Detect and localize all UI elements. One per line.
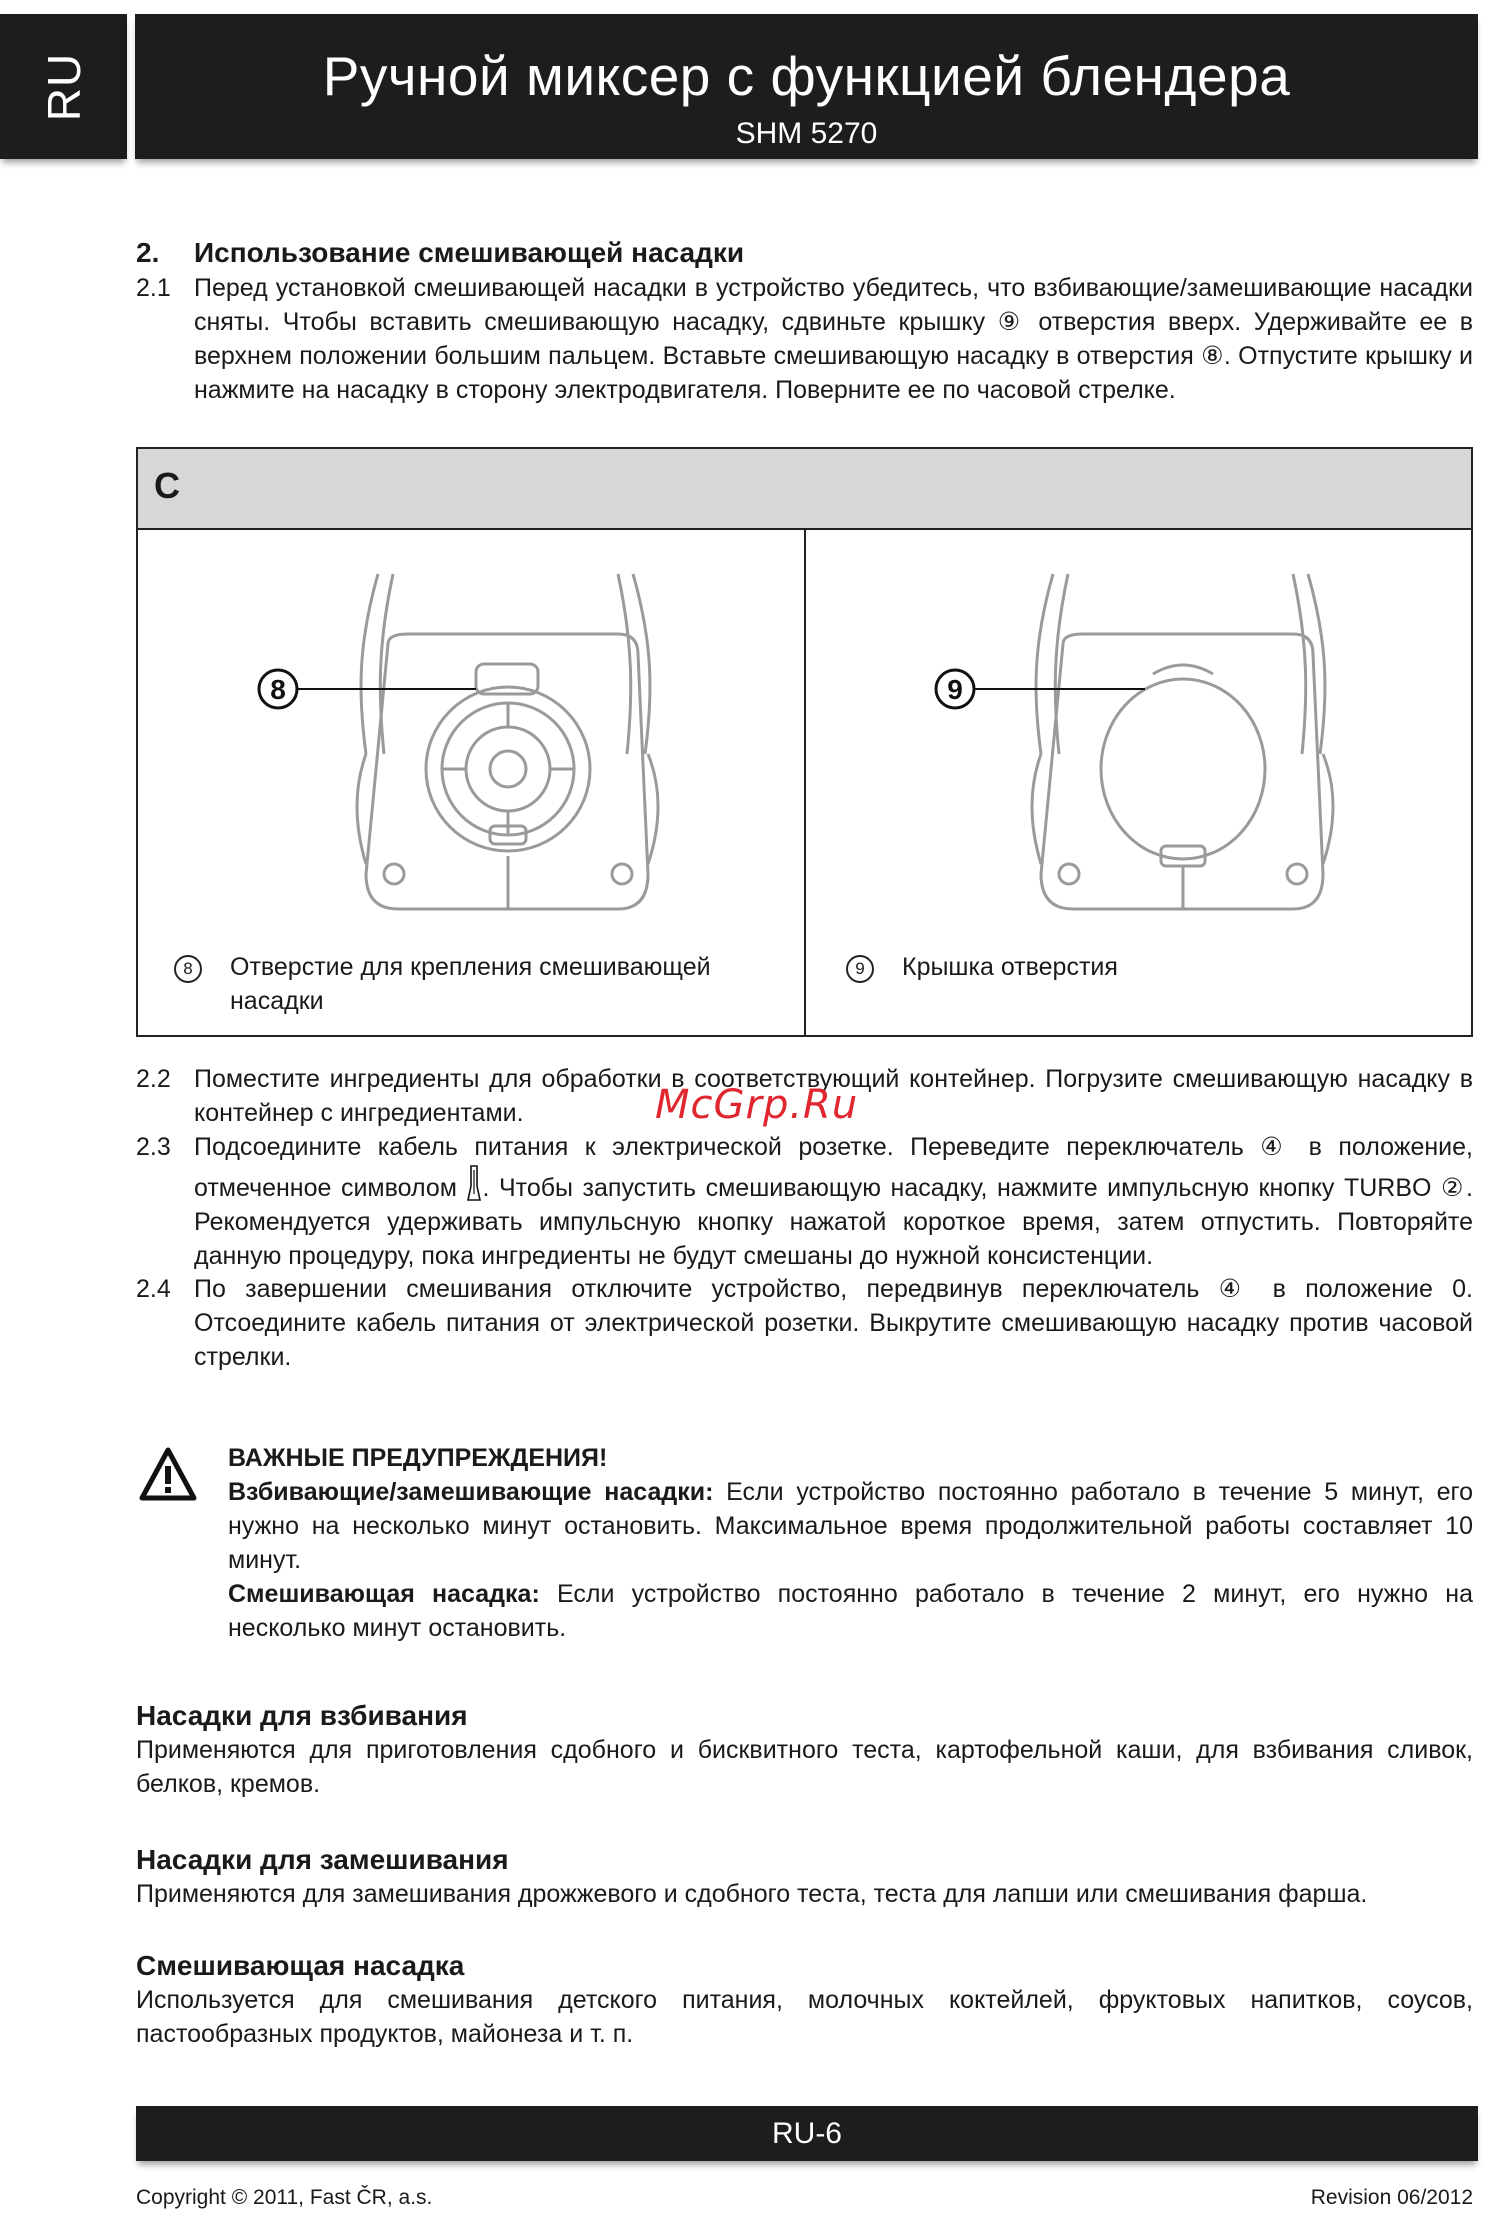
- callout-8-label: 8: [270, 674, 286, 705]
- blender-heading: Смешивающая насадка: [136, 1950, 465, 1981]
- figure-header: [138, 449, 1471, 530]
- callout-9-marker: [913, 654, 1173, 724]
- callout-8-marker: [236, 654, 496, 724]
- language-label: RU: [37, 52, 90, 121]
- dough-hook-heading: Насадки для замешивания: [136, 1844, 509, 1875]
- warning-paragraph-2: [228, 1577, 1473, 1645]
- step-2-3-text: [194, 1130, 1473, 1273]
- caption-8-number: 8: [174, 955, 202, 983]
- blender-symbol-icon: [466, 1164, 482, 1204]
- page-title: Ручной миксер с функцией блендера: [322, 45, 1291, 107]
- step-2-1-number: 2.1: [136, 274, 171, 302]
- warning-triangle-icon: [138, 1446, 198, 1502]
- language-tab: [0, 14, 127, 159]
- step-2-3-number: 2.3: [136, 1133, 171, 1161]
- figure-c: [136, 447, 1473, 1037]
- watermark: McGrp.Ru: [655, 1082, 859, 1128]
- warning-p2-text: Если устройство постоянно работало в течение 2 минут, его нужно на несколько минут остановить.: [228, 1580, 1474, 1642]
- whisk-heading: Насадки для взбивания: [136, 1700, 468, 1731]
- socket-illustration: [318, 564, 708, 934]
- warning-paragraph-1: [228, 1475, 1473, 1577]
- section-title: Использование смешивающей насадки: [194, 237, 745, 268]
- section-number: 2.: [136, 237, 160, 268]
- step-2-3-text-before: Подсоедините кабель питания к электрической розетке. Переведите переключатель ④ в положение, отмеченное символом: [194, 1133, 1473, 1202]
- model-number: SHM 5270: [735, 117, 878, 150]
- caption-9-number: 9: [846, 955, 874, 983]
- warning-title: ВАЖНЫЕ ПРЕДУПРЕЖДЕНИЯ!: [228, 1444, 608, 1472]
- page-number: RU-6: [771, 2117, 842, 2150]
- step-2-2-number: 2.2: [136, 1065, 171, 1093]
- caption-8-text: Отверстие для крепления смешивающей насадки: [230, 953, 711, 1015]
- revision: Revision 06/2012: [1310, 2186, 1473, 2209]
- warning-p1-text: Если устройство постоянно работало в течение 5 минут, его нужно на несколько минут остановить. Максимальное время продолжительной работы составляет 10 минут.: [228, 1478, 1473, 1574]
- dough-hook-text: Применяются для замешивания дрожжевого и сдобного теста, теста для лапши или смешивания фарша.: [136, 1880, 1368, 1908]
- caption-9-text: Крышка отверстия: [902, 953, 1118, 981]
- figure-label: C: [154, 465, 180, 506]
- step-2-1-text: Перед установкой смешивающей насадки в устройство убедитесь, что взбивающие/замешивающие насадки сняты. Чтобы вставить смешивающую насадку, сдвиньте крышку ⑨ отверстия вверх. Удерживайте ее в верхнем положении большим пальцем. Вставьте смешивающую насадку в отверстия ⑧. Отпустите крышку и нажмите на насадку в сторону электродвигателя. Поверните ее по часовой стрелке.: [194, 274, 1473, 404]
- blender-text: Используется для смешивания детского питания, молочных коктейлей, фруктовых напитков, соусов, пастообразных продуктов, майонеза и т. п.: [136, 1986, 1473, 2048]
- figure-divider: [804, 530, 806, 1037]
- step-2-3-text-after: . Чтобы запустить смешивающую насадку, нажмите импульсную кнопку TURBO ②. Рекомендуется удерживать импульсную кнопку нажатой короткое время, затем отпустить. Повторяйте данную процедуру, пока ингредиенты не будут смешаны до нужной консистенции.: [194, 1174, 1473, 1270]
- step-2-2-text: Поместите ингредиенты для обработки в соответствующий контейнер. Погрузите смешивающую насадку в контейнер с ингредиентами.: [194, 1065, 1473, 1127]
- warning-p1-label: Взбивающие/замешивающие насадки:: [228, 1478, 714, 1506]
- copyright: Copyright © 2011, Fast ČR, a.s.: [136, 2186, 433, 2209]
- cover-illustration: [993, 564, 1383, 934]
- callout-9-label: 9: [947, 674, 963, 705]
- whisk-text: Применяются для приготовления сдобного и бисквитного теста, картофельной каши, для взбивания сливок, белков, кремов.: [136, 1736, 1473, 1798]
- step-2-4-text: По завершении смешивания отключите устройство, передвинув переключатель ④ в положение 0. Отсоедините кабель питания от электрической розетки. Выкрутите смешивающую насадку против часовой стрелки.: [194, 1275, 1473, 1371]
- warning-p2-label: Смешивающая насадка:: [228, 1580, 540, 1608]
- footer-bar: [136, 2106, 1478, 2161]
- title-bar: [135, 14, 1478, 159]
- step-2-4-number: 2.4: [136, 1275, 171, 1303]
